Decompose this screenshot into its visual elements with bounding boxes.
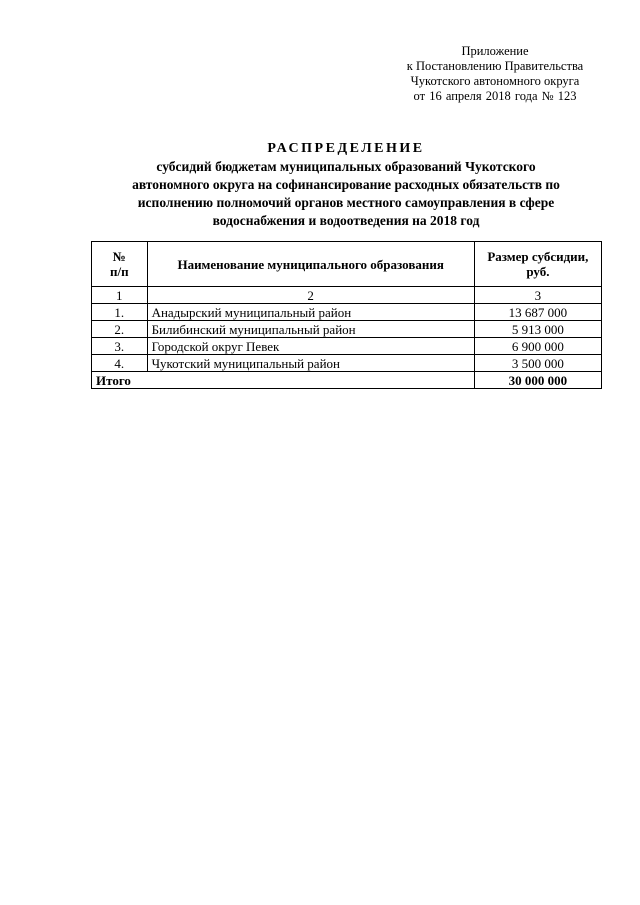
row-number: 4.	[92, 355, 148, 372]
appendix-region: Чукотского автономного округа	[410, 74, 580, 88]
table-header-row	[92, 242, 602, 287]
row-number: 3.	[92, 338, 148, 355]
row-municipality: Городской округ Певек	[147, 338, 474, 355]
header-amount	[474, 242, 601, 287]
table-row	[92, 321, 602, 338]
appendix-label: Приложение	[461, 44, 529, 58]
header-amount-label: Размер субсидии,	[487, 249, 589, 264]
title-subtitle-line-4: водоснабжения и водоотведения на 2018 год	[212, 213, 480, 228]
row-amount: 13 687 000	[474, 304, 601, 321]
header-num-abbr: п/п	[109, 264, 129, 279]
appendix-header	[380, 44, 610, 104]
column-index-row	[92, 287, 602, 304]
total-label: Итого	[92, 372, 475, 389]
header-amount-unit: руб.	[526, 264, 550, 279]
row-amount: 6 900 000	[474, 338, 601, 355]
title-subtitle-line-2: автономного округа на софинансирование расходных обязательств по	[132, 177, 560, 192]
total-amount: 30 000 000	[474, 372, 601, 389]
total-row	[92, 372, 602, 389]
row-number: 1.	[92, 304, 148, 321]
row-number: 2.	[92, 321, 148, 338]
index-cell: 3	[474, 287, 601, 304]
subsidy-table	[91, 241, 602, 389]
table-row	[92, 304, 602, 321]
header-name: Наименование муниципального образования	[147, 242, 474, 287]
row-amount: 5 913 000	[474, 321, 601, 338]
header-num	[92, 242, 148, 287]
header-num-symbol: №	[112, 249, 126, 264]
row-municipality: Анадырский муниципальный район	[147, 304, 474, 321]
appendix-date-number: от 16 апреля 2018 года № 123	[413, 89, 577, 103]
document-title	[88, 140, 604, 230]
row-municipality: Чукотский муниципальный район	[147, 355, 474, 372]
title-subtitle-line-1: субсидий бюджетам муниципальных образований Чукотского	[156, 159, 536, 174]
table-row	[92, 355, 602, 372]
table-row	[92, 338, 602, 355]
index-cell: 2	[147, 287, 474, 304]
title-main: РАСПРЕДЕЛЕНИЕ	[267, 141, 425, 156]
row-municipality: Билибинский муниципальный район	[147, 321, 474, 338]
index-cell: 1	[92, 287, 148, 304]
title-subtitle-line-3: исполнению полномочий органов местного самоуправления в сфере	[137, 195, 555, 210]
appendix-decree-ref: к Постановлению Правительства	[406, 59, 584, 73]
row-amount: 3 500 000	[474, 355, 601, 372]
